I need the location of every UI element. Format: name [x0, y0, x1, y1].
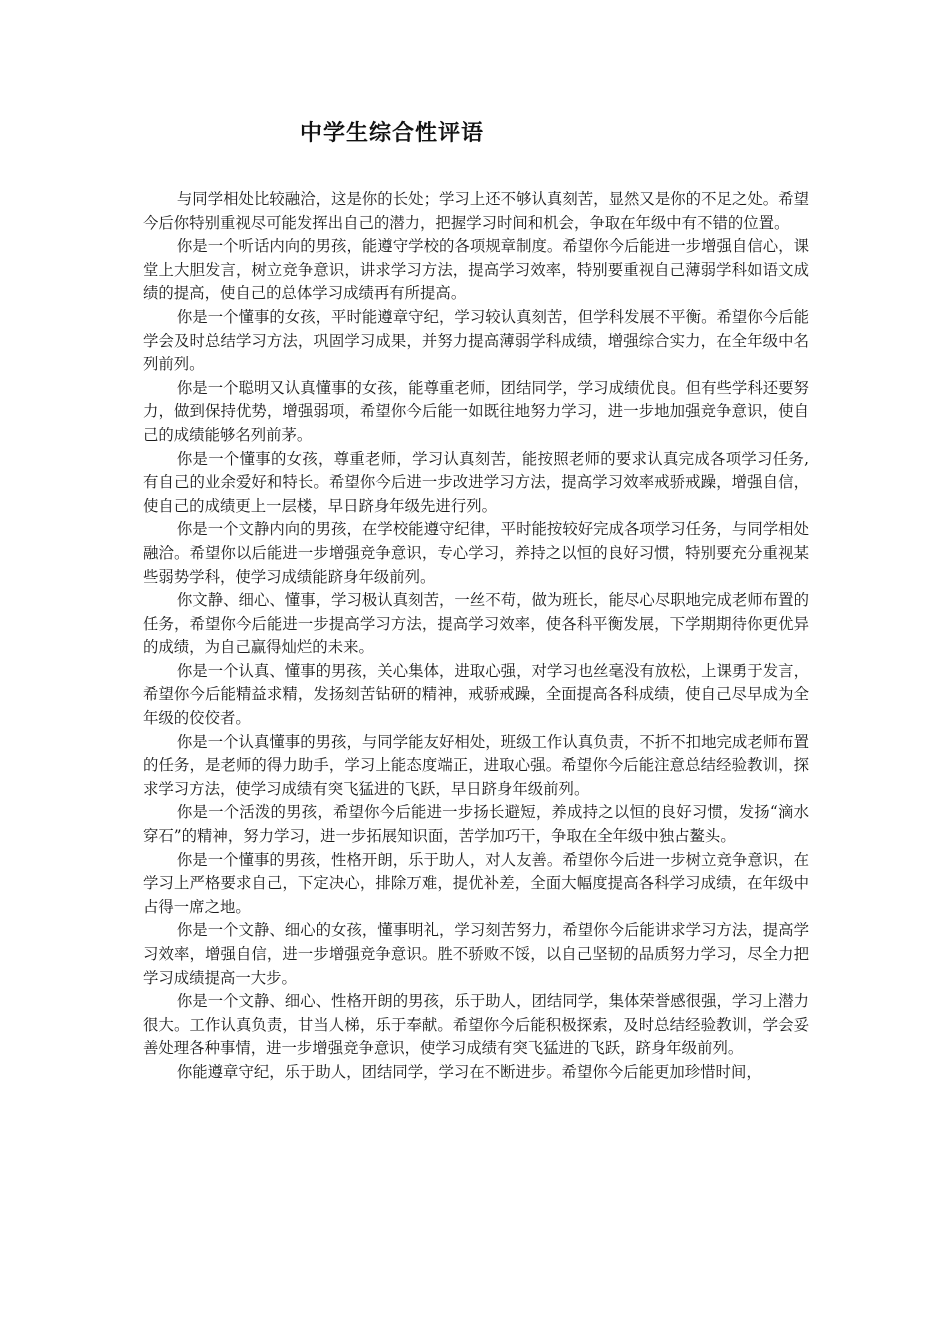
comment-paragraph: 你文静、细心、懂事，学习极认真刻苦，一丝不苟，做为班长，能尽心尽职地完成老师布置的任务，希望你今后能进一步提高学习方法，提高学习效率，使各科平衡发展，下学期期待你更优异的成绩，为自己赢得灿烂的未来。 — [143, 591, 809, 657]
comment-paragraph: 你是一个懂事的男孩，性格开朗，乐于助人，对人友善。希望你今后进一步树立竞争意识，在学习上严格要求自己，下定决心，排除万难，提优补差，全面大幅度提高各科学习成绩，在年级中占得一席之地。 — [143, 850, 809, 916]
document-body — [143, 188, 809, 1085]
comment-paragraph: 与同学相处比较融洽，这是你的长处；学习上还不够认真刻苦，显然又是你的不足之处。希望今后你特别重视尽可能发挥出自己的潜力，把握学习时间和机会，争取在年级中有不错的位置。 — [143, 190, 809, 232]
comment-paragraph: 你是一个认真、懂事的男孩，关心集体，进取心强，对学习也丝毫没有放松，上课勇于发言，希望你今后能精益求精，发扬刻苦钻研的精神，戒骄戒躁，全面提高各科成绩，使自己尽早成为全年级的佼佼者。 — [143, 661, 809, 728]
comment-paragraph: 你是一个文静、细心的女孩，懂事明礼，学习刻苦努力，希望你今后能讲求学习方法，提高学习效率，增强自信，进一步增强竞争意识。胜不骄败不馁，以自己坚韧的品质努力学习，尽全力把学习成绩提高一大步。 — [143, 921, 809, 987]
comment-paragraph: 你是一个听话内向的男孩，能遵守学校的各项规章制度。希望你今后能进一步增强自信心，课堂上大胆发言，树立竞争意识，讲求学习方法，提高学习效率，特别要重视自己薄弱学科如语文成绩的提高，使自己的总体学习成绩再有所提高。 — [143, 237, 809, 303]
comment-paragraph: 你是一个活泼的男孩，希望你今后能进一步扬长避短，养成持之以恒的良好习惯，发扬“滴水穿石”的精神，努力学习，进一步拓展知识面，苦学加巧干，争取在全年级中独占鳌头。 — [143, 803, 809, 846]
document-title: 中学生综合性评语 — [300, 121, 485, 146]
comment-paragraph: 你能遵章守纪，乐于助人，团结同学，学习在不断进步。希望你今后能更加珍惜时间， — [176, 1062, 762, 1081]
comment-paragraph: 你是一个文静、细心、性格开朗的男孩，乐于助人，团结同学，集体荣誉感很强，学习上潜力很大。工作认真负责，甘当人梯，乐于奉献。希望你今后能积极探索，及时总结经验教训，学会妥善处理各种事情，进一步增强竞争意识，使学习成绩有突飞猛进的飞跃，跻身年级前列。 — [143, 992, 809, 1058]
comment-paragraph: 你是一个懂事的女孩，平时能遵章守纪，学习较认真刻苦，但学科发展不平衡。希望你今后能学会及时总结学习方法，巩固学习成果，并努力提高薄弱学科成绩，增强综合实力，在全年级中名列前列。 — [143, 307, 809, 374]
comment-paragraph: 你是一个懂事的女孩，尊重老师，学习认真刻苦，能按照老师的要求认真完成各项学习任务,有自己的业余爱好和特长。希望你今后进一步改进学习方法，提高学习效率戒骄戒躁，增强自信，使自己的成绩更上一层楼，早日跻身年级先进行列。 — [143, 449, 809, 515]
comment-paragraph: 你是一个认真懂事的男孩，与同学能友好相处，班级工作认真负责，不折不扣地完成老师布置的任务，是老师的得力助手，学习上能态度端正，进取心强。希望你今后能注意总结经验教训，探求学习方法，使学习成绩有突飞猛进的飞跃，早日跻身年级前列。 — [143, 732, 809, 798]
comment-paragraph: 你是一个聪明又认真懂事的女孩，能尊重老师，团结同学，学习成绩优良。但有些学科还要努力，做到保持优势，增强弱项，希望你今后能一如既往地努力学习，进一步地加强竞争意识，使自己的成绩能够名列前茅。 — [143, 378, 809, 444]
comment-paragraph: 你是一个文静内向的男孩，在学校能遵守纪律，平时能按较好完成各项学习任务，与同学相处融洽。希望你以后能进一步增强竞争意识，专心学习，养持之以恒的良好习惯，特别要充分重视某些弱势学科，使学习成绩能跻身年级前列。 — [143, 520, 809, 586]
